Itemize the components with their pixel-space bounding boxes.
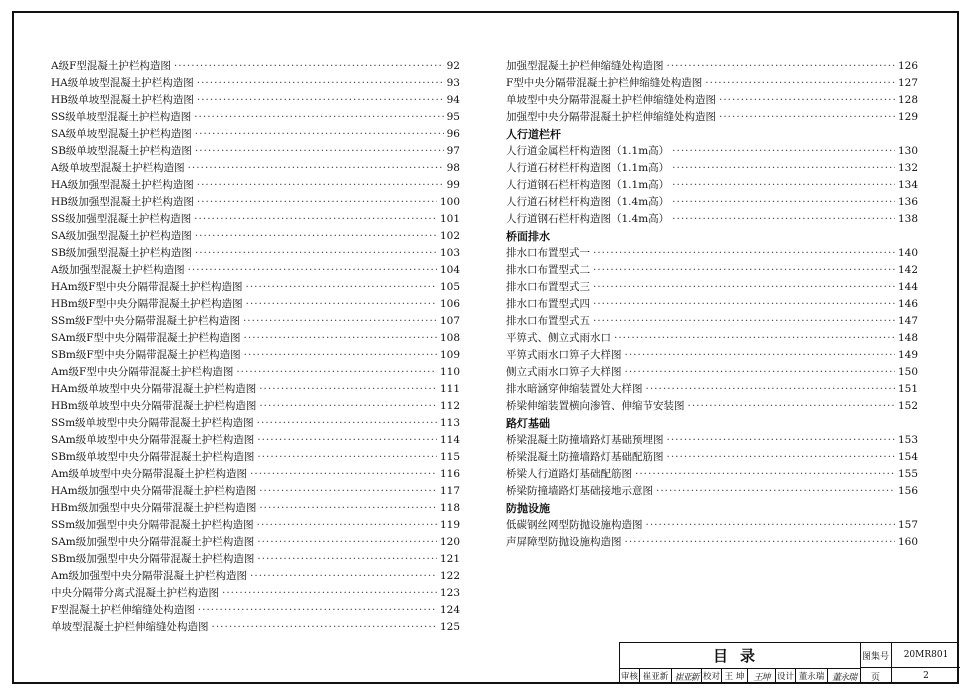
toc-entry-page: 93 [446, 77, 460, 89]
toc-entry[interactable] [51, 330, 460, 347]
toc-right-column [506, 58, 918, 551]
toc-entry-page: 92 [446, 60, 460, 72]
toc-entry-title: Am级单坡型中央分隔带混凝土护栏构造图 [51, 468, 248, 480]
atlas-number-label: 图集号 [860, 643, 892, 668]
toc-entry[interactable] [506, 517, 918, 534]
dot-leader [646, 381, 895, 398]
toc-entry[interactable] [51, 483, 460, 500]
toc-entry[interactable] [51, 432, 460, 449]
toc-entry[interactable] [506, 432, 918, 449]
toc-entry-page: 149 [897, 349, 918, 361]
toc-entry-page: 148 [897, 332, 918, 344]
dot-leader [212, 619, 437, 636]
toc-entry-page: 112 [439, 400, 460, 412]
toc-entry-page: 120 [439, 536, 460, 548]
toc-entry-title: A级单坡型混凝土护栏构造图 [51, 162, 185, 174]
dot-leader [244, 347, 437, 364]
toc-entry-page: 138 [897, 213, 918, 225]
section-heading: 防抛设施 [506, 502, 550, 515]
toc-entry-title: 人行道钢石栏杆构造图（1.4m高） [506, 213, 670, 225]
toc-entry-title: HBm级加强型中央分隔带混凝土护栏构造图 [51, 502, 257, 514]
review-label: 审核 [620, 668, 640, 684]
toc-entry-title: HA级加强型混凝土护栏构造图 [51, 179, 194, 191]
toc-entry[interactable] [51, 126, 460, 143]
dot-leader [635, 466, 895, 483]
toc-entry[interactable] [51, 449, 460, 466]
toc-entry-title: SA级加强型混凝土护栏构造图 [51, 230, 192, 242]
dot-leader [195, 126, 444, 143]
dot-leader [667, 58, 895, 75]
dot-leader [250, 466, 437, 483]
dot-leader [614, 330, 895, 347]
toc-entry-page: 99 [446, 179, 460, 191]
toc-entry-title: 加强型中央分隔带混凝土护栏伸缩缝处构造图 [506, 111, 716, 123]
toc-entry-title: 排水口布置型式四 [506, 298, 590, 310]
toc-entry-page: 107 [439, 315, 460, 327]
toc-entry-title: 人行道钢石栏杆构造图（1.1m高） [506, 179, 670, 191]
toc-entry-title: 低碳钢丝网型防抛设施构造图 [506, 519, 643, 531]
toc-entry-title: 排水口布置型式三 [506, 281, 590, 293]
toc-entry-page: 151 [897, 383, 918, 395]
toc-entry-page: 127 [897, 77, 918, 89]
toc-entry[interactable] [506, 398, 918, 415]
toc-entry-page: 108 [439, 332, 460, 344]
dot-leader [195, 143, 444, 160]
toc-entry-page: 98 [446, 162, 460, 174]
dot-leader [194, 211, 437, 228]
toc-entry[interactable] [51, 262, 460, 279]
toc-entry-title: 桥梁伸缩装置横向渗管、伸缩节安装图 [506, 400, 685, 412]
dot-leader [257, 415, 437, 432]
toc-entry-page: 114 [439, 434, 460, 446]
toc-entry-title: SS级加强型混凝土护栏构造图 [51, 213, 192, 225]
toc-entry-title: HBm级F型中央分隔带混凝土护栏构造图 [51, 298, 243, 310]
toc-entry[interactable] [51, 92, 460, 109]
dot-leader [197, 194, 437, 211]
dot-leader [250, 568, 437, 585]
toc-entry-page: 109 [439, 349, 460, 361]
toc-entry-page: 134 [897, 179, 918, 191]
toc-entry-page: 115 [439, 451, 460, 463]
toc-entry-title: SBm级F型中央分隔带混凝土护栏构造图 [51, 349, 241, 361]
dot-leader [672, 143, 895, 160]
toc-entry[interactable] [506, 58, 918, 75]
dot-leader [259, 381, 437, 398]
toc-entry[interactable] [51, 313, 460, 330]
toc-entry[interactable] [506, 143, 918, 160]
toc-entry-title: A级F型混凝土护栏构造图 [51, 60, 171, 72]
toc-entry-page: 156 [897, 485, 918, 497]
toc-entry[interactable] [51, 143, 460, 160]
toc-entry-title: 加强型混凝土护栏伸缩缝处构造图 [506, 60, 664, 72]
toc-entry-page: 106 [439, 298, 460, 310]
proofer-signature: 王坤 [748, 668, 776, 684]
toc-entry[interactable] [51, 500, 460, 517]
dot-leader [244, 330, 437, 347]
dot-leader [259, 500, 437, 517]
toc-entry-title: Am级F型中央分隔带混凝土护栏构造图 [51, 366, 234, 378]
toc-entry-title: SBm级加强型中央分隔带混凝土护栏构造图 [51, 553, 255, 565]
toc-entry-title: SA级单坡型混凝土护栏构造图 [51, 128, 192, 140]
page-label: 页 [860, 668, 892, 684]
dot-leader [593, 296, 895, 313]
toc-entry-title: 人行道石材栏杆构造图（1.4m高） [506, 196, 670, 208]
toc-entry[interactable] [506, 160, 918, 177]
toc-entry[interactable] [51, 228, 460, 245]
signature-row [620, 668, 861, 684]
dot-leader [245, 279, 436, 296]
toc-entry-title: 排水暗涵穿伸缩装置处大样图 [506, 383, 643, 395]
toc-entry-title: 平箅式雨水口箅子大样图 [506, 349, 622, 361]
dot-leader [646, 517, 895, 534]
toc-entry[interactable] [51, 551, 460, 568]
toc-entry-title: 人行道石材栏杆构造图（1.1m高） [506, 162, 670, 174]
toc-entry-title: 桥梁防撞墙路灯基础接地示意图 [506, 485, 653, 497]
toc-entry-page: 122 [439, 570, 460, 582]
toc-entry[interactable] [51, 177, 460, 194]
toc-entry-title: SSm级加强型中央分隔带混凝土护栏构造图 [51, 519, 254, 531]
toc-entry-page: 100 [439, 196, 460, 208]
dot-leader [195, 228, 437, 245]
toc-entry[interactable] [506, 211, 918, 228]
toc-entry-page: 111 [439, 383, 460, 395]
toc-entry[interactable] [51, 296, 460, 313]
toc-entry-page: 96 [446, 128, 460, 140]
dot-leader [257, 534, 437, 551]
toc-entry[interactable] [506, 109, 918, 126]
toc-entry-page: 102 [439, 230, 460, 242]
dot-leader [174, 58, 444, 75]
toc-entry-page: 132 [897, 162, 918, 174]
dot-leader [656, 483, 895, 500]
dot-leader [593, 262, 895, 279]
toc-entry[interactable] [506, 92, 918, 109]
toc-entry[interactable] [51, 75, 460, 92]
toc-entry-title: F型混凝土护栏伸缩缝处构造图 [51, 604, 195, 616]
toc-entry[interactable] [506, 313, 918, 330]
section-heading: 桥面排水 [506, 230, 550, 243]
toc-entry[interactable] [51, 58, 460, 75]
dot-leader [719, 109, 895, 126]
toc-entry[interactable] [506, 347, 918, 364]
toc-entry[interactable] [506, 364, 918, 381]
section-heading: 人行道栏杆 [506, 128, 561, 141]
designer-signature: 董永瑞 [831, 672, 856, 683]
toc-entry-page: 129 [897, 111, 918, 123]
toc-entry[interactable] [51, 534, 460, 551]
toc-entry-page: 146 [897, 298, 918, 310]
atlas-number: 20MR801 [892, 643, 960, 668]
toc-entry-page: 110 [439, 366, 460, 378]
toc-entry[interactable] [506, 483, 918, 500]
toc-entry-page: 101 [439, 213, 460, 225]
toc-entry-page: 160 [897, 536, 918, 548]
dot-leader [705, 75, 895, 92]
toc-entry-title: 平箅式、侧立式雨水口 [506, 332, 611, 344]
toc-entry[interactable] [51, 381, 460, 398]
toc-entry-page: 144 [897, 281, 918, 293]
dot-leader [195, 245, 437, 262]
toc-entry-page: 119 [439, 519, 460, 531]
toc-entry[interactable] [51, 585, 460, 602]
toc-entry-page: 152 [897, 400, 918, 412]
dot-leader [672, 194, 895, 211]
dot-leader [259, 483, 437, 500]
toc-entry-title: SS级单坡型混凝土护栏构造图 [51, 111, 192, 123]
toc-entry-title: 声屏障型防抛设施构造图 [506, 536, 622, 548]
toc-entry[interactable] [506, 330, 918, 347]
toc-entry[interactable] [51, 364, 460, 381]
toc-entry[interactable] [506, 194, 918, 211]
toc-entry[interactable] [51, 109, 460, 126]
toc-entry[interactable] [506, 245, 918, 262]
dot-leader [197, 75, 444, 92]
toc-entry-title: SAm级F型中央分隔带混凝土护栏构造图 [51, 332, 241, 344]
toc-entry[interactable] [51, 602, 460, 619]
toc-entry-title: 桥梁人行道路灯基础配筋图 [506, 468, 632, 480]
toc-entry-title: 中央分隔带分离式混凝土护栏构造图 [51, 587, 219, 599]
dot-leader [667, 432, 895, 449]
toc-entry-title: 单坡型混凝土护栏伸缩缝处构造图 [51, 621, 209, 633]
toc-entry-page: 142 [897, 264, 918, 276]
toc-entry-page: 103 [439, 247, 460, 259]
toc-entry-title: SBm级单坡型中央分隔带混凝土护栏构造图 [51, 451, 255, 463]
toc-entry[interactable] [51, 517, 460, 534]
toc-entry-page: 154 [897, 451, 918, 463]
toc-entry[interactable] [51, 211, 460, 228]
toc-entry-title: HAm级加强型中央分隔带混凝土护栏构造图 [51, 485, 257, 497]
dot-leader [672, 211, 895, 228]
toc-entry-page: 105 [439, 281, 460, 293]
dot-leader [625, 534, 895, 551]
toc-entry[interactable] [506, 262, 918, 279]
dot-leader [625, 347, 895, 364]
toc-entry-title: 排水口布置型式一 [506, 247, 590, 259]
toc-entry-page: 117 [439, 485, 460, 497]
toc-entry-title: SB级单坡型混凝土护栏构造图 [51, 145, 192, 157]
toc-entry[interactable] [51, 619, 460, 636]
page-number: 2 [923, 671, 929, 681]
toc-entry[interactable] [506, 381, 918, 398]
toc-entry-page: 94 [446, 94, 460, 106]
toc-entry-title: F型中央分隔带混凝土护栏伸缩缝处构造图 [506, 77, 703, 89]
toc-entry-page: 116 [439, 468, 460, 480]
dot-leader [257, 517, 437, 534]
toc-entry[interactable] [51, 245, 460, 262]
toc-entry-title: Am级加强型中央分隔带混凝土护栏构造图 [51, 570, 248, 582]
toc-entry-page: 157 [897, 519, 918, 531]
toc-entry-page: 140 [897, 247, 918, 259]
toc-entry[interactable] [506, 534, 918, 551]
toc-entry[interactable] [51, 347, 460, 364]
toc-entry[interactable] [506, 75, 918, 92]
dot-leader [672, 177, 895, 194]
dot-leader [259, 398, 437, 415]
toc-entry-page: 118 [439, 502, 460, 514]
toc-entry-title: HAm级单坡型中央分隔带混凝土护栏构造图 [51, 383, 257, 395]
toc-entry-page: 136 [897, 196, 918, 208]
toc-entry-page: 123 [439, 587, 460, 599]
toc-entry-title: HBm级单坡型中央分隔带混凝土护栏构造图 [51, 400, 257, 412]
toc-entry-title: 侧立式雨水口箅子大样图 [506, 366, 622, 378]
toc-entry-title: HAm级F型中央分隔带混凝土护栏构造图 [51, 281, 243, 293]
toc-entry-title: HB级单坡型混凝土护栏构造图 [51, 94, 194, 106]
toc-entry[interactable] [51, 194, 460, 211]
toc-entry-page: 126 [897, 60, 918, 72]
proof-label: 校对 [702, 668, 722, 684]
dot-leader [257, 449, 437, 466]
dot-leader [197, 92, 444, 109]
toc-entry-title: HB级加强型混凝土护栏构造图 [51, 196, 194, 208]
toc-entry-page: 95 [446, 111, 460, 123]
toc-entry[interactable] [51, 160, 460, 177]
toc-entry[interactable] [51, 466, 460, 483]
dot-leader [188, 262, 437, 279]
dot-leader [236, 364, 437, 381]
dot-leader [593, 245, 895, 262]
toc-entry-title: SAm级加强型中央分隔带混凝土护栏构造图 [51, 536, 255, 548]
toc-entry-page: 113 [439, 417, 460, 429]
toc-entry[interactable] [506, 449, 918, 466]
toc-entry-title: A级加强型混凝土护栏构造图 [51, 264, 185, 276]
toc-entry-page: 130 [897, 145, 918, 157]
document-title: 目录 [620, 643, 861, 669]
toc-entry[interactable] [506, 177, 918, 194]
toc-entry[interactable] [51, 415, 460, 432]
toc-entry[interactable] [506, 279, 918, 296]
dot-leader [719, 92, 895, 109]
toc-entry-page: 153 [897, 434, 918, 446]
toc-entry-title: 排水口布置型式二 [506, 264, 590, 276]
toc-entry-title: SSm级F型中央分隔带混凝土护栏构造图 [51, 315, 240, 327]
toc-entry-title: SB级加强型混凝土护栏构造图 [51, 247, 192, 259]
toc-entry-page: 128 [897, 94, 918, 106]
reviewer-name: 崔亚新 [640, 668, 672, 684]
toc-entry-title: 桥梁混凝土防撞墙路灯基础预埋图 [506, 434, 664, 446]
dot-leader [688, 398, 895, 415]
toc-entry-title: HA级单坡型混凝土护栏构造图 [51, 77, 194, 89]
toc-entry-title: 人行道金属栏杆构造图（1.1m高） [506, 145, 670, 157]
dot-leader [257, 432, 437, 449]
toc-entry-page: 125 [439, 621, 460, 633]
toc-entry-page: 155 [897, 468, 918, 480]
dot-leader [188, 160, 444, 177]
dot-leader [194, 109, 443, 126]
toc-entry-page: 97 [446, 145, 460, 157]
toc-entry[interactable] [51, 398, 460, 415]
toc-entry[interactable] [506, 296, 918, 313]
dot-leader [593, 313, 895, 330]
toc-entry-page: 121 [439, 553, 460, 565]
dot-leader [243, 313, 437, 330]
section-heading: 路灯基础 [506, 417, 550, 430]
toc-entry-title: 桥梁混凝土防撞墙路灯基础配筋图 [506, 451, 664, 463]
toc-entry-title: SAm级单坡型中央分隔带混凝土护栏构造图 [51, 434, 255, 446]
reviewer-signature: 崔亚新 [672, 668, 702, 684]
dot-leader [593, 279, 895, 296]
toc-entry-title: 单坡型中央分隔带混凝土护栏伸缩缝处构造图 [506, 94, 716, 106]
toc-left-column [51, 58, 460, 636]
dot-leader [222, 585, 437, 602]
dot-leader [672, 160, 895, 177]
title-block [619, 642, 959, 684]
dot-leader [198, 602, 437, 619]
toc-entry[interactable] [506, 466, 918, 483]
toc-entry-page: 147 [897, 315, 918, 327]
dot-leader [257, 551, 437, 568]
dot-leader [667, 449, 895, 466]
toc-entry-page: 124 [439, 604, 460, 616]
toc-entry-title: 排水口布置型式五 [506, 315, 590, 327]
designer-name: 董永瑞 [796, 668, 828, 684]
toc-entry-title: SSm级单坡型中央分隔带混凝土护栏构造图 [51, 417, 254, 429]
design-label: 设计 [776, 668, 796, 684]
dot-leader [625, 364, 895, 381]
proofer-name: 王 坤 [722, 668, 748, 684]
toc-entry[interactable] [51, 568, 460, 585]
dot-leader [197, 177, 444, 194]
dot-leader [246, 296, 437, 313]
toc-entry-page: 104 [439, 264, 460, 276]
toc-entry[interactable] [51, 279, 460, 296]
toc-entry-page: 150 [897, 366, 918, 378]
